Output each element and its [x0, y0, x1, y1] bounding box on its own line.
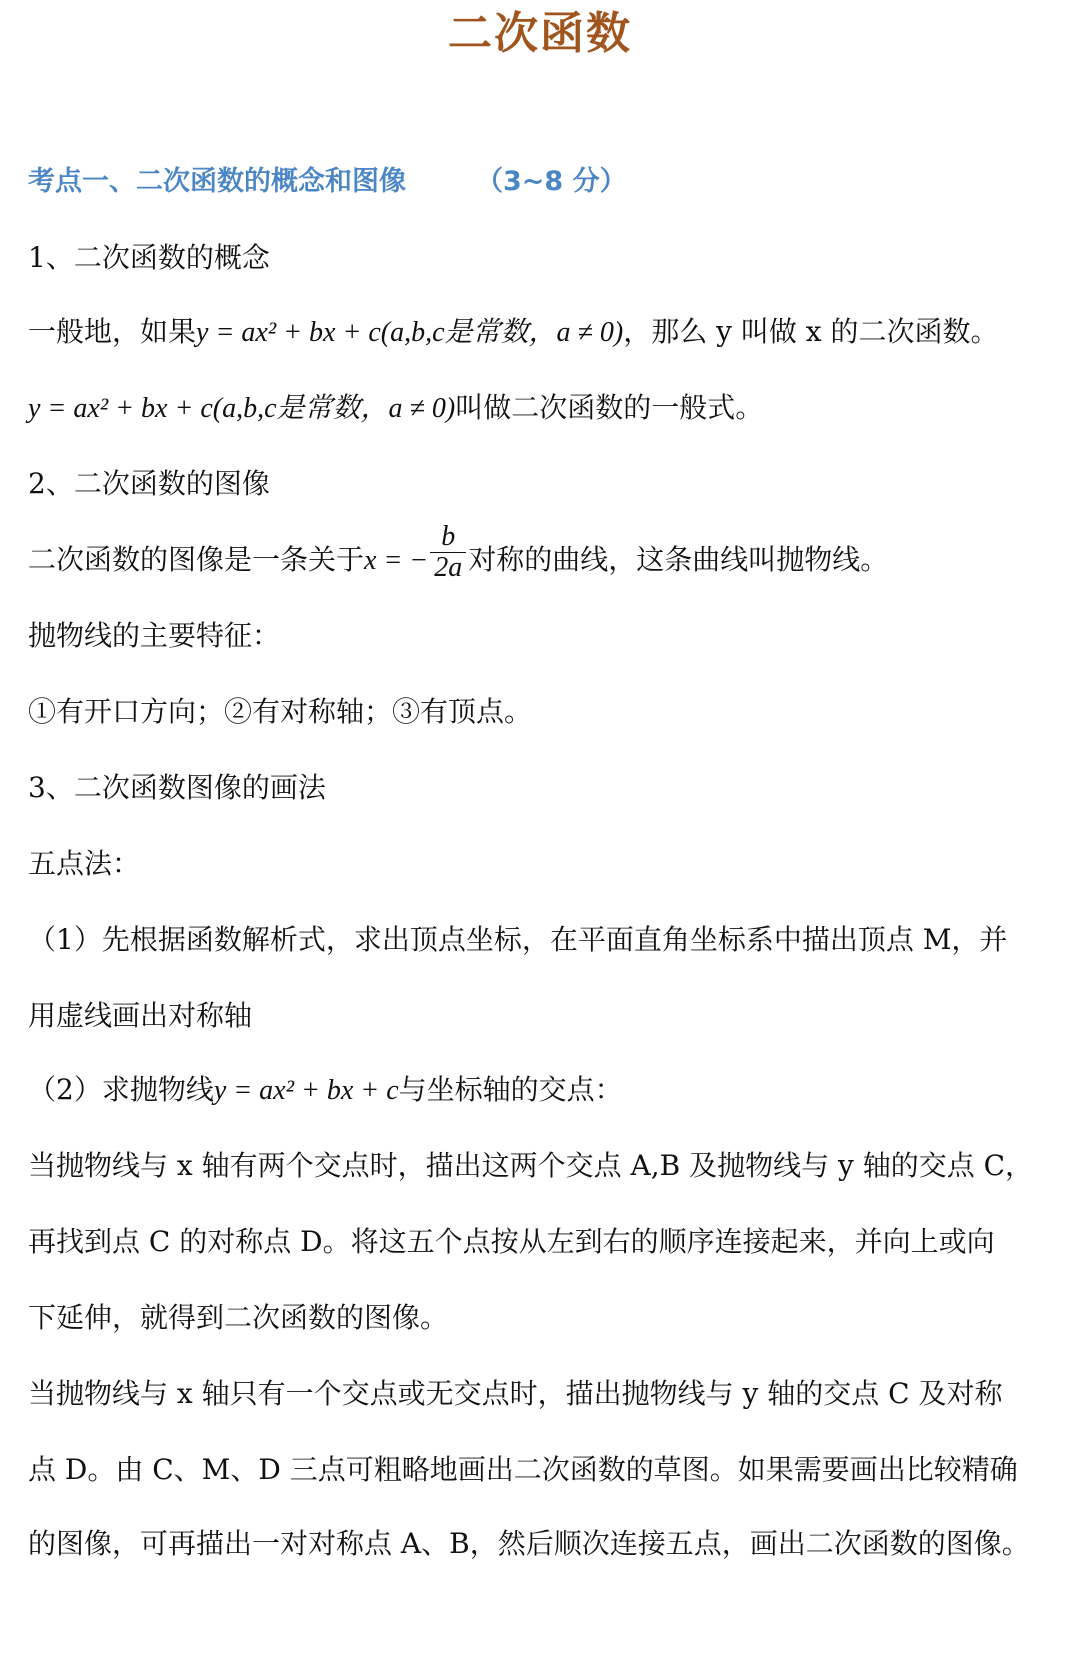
- step2-formula: y = ax² + bx + c: [213, 1075, 399, 1106]
- graph-heading: 2、二次函数的图像: [28, 467, 270, 500]
- fraction-numerator: b: [430, 522, 466, 553]
- def-prefix: 一般地，如果: [28, 315, 197, 348]
- fraction-denominator: 2a: [434, 552, 463, 583]
- step2-suffix: 与坐标轴的交点：: [398, 1073, 623, 1106]
- para2-line2: 点 D。由 C、M、D 三点可粗略地画出二次函数的草图。如果需要画出比较精确: [28, 1453, 1018, 1486]
- general-form: [28, 388, 1052, 429]
- para1-line1: 当抛物线与 x 轴有两个交点时，描出这两个交点 A,B 及抛物线与 y 轴的交点 C，: [28, 1149, 1034, 1182]
- para2-line1: 当抛物线与 x 轴只有一个交点或无交点时，描出抛物线与 y 轴的交点 C 及对称: [28, 1377, 1003, 1410]
- para1-line3: 下延伸，就得到二次函数的图像。: [28, 1301, 449, 1334]
- step1-line1: （1）先根据函数解析式，求出顶点坐标，在平面直角坐标系中描出顶点 M，并: [28, 923, 1008, 956]
- step2-line: [28, 1070, 1052, 1111]
- drawing-heading: 3、二次函数图像的画法: [28, 771, 326, 804]
- def-suffix: ，那么 y 叫做 x 的二次函数。: [623, 315, 999, 348]
- axis-sentence: [28, 521, 1052, 583]
- def-formula: y = ax² + bx + c(a,b,c是常数，a ≠ 0): [196, 317, 624, 348]
- page-title: 二次函数: [448, 8, 632, 59]
- step1-line2: 用虚线画出对称轴: [28, 999, 253, 1032]
- concept-definition: [28, 312, 1052, 353]
- para1-line2: 再找到点 C 的对称点 D。将这五个点按从左到右的顺序连接起来，并向上或向: [28, 1225, 995, 1258]
- section-heading: [28, 162, 1052, 202]
- general-suffix: 叫做二次函数的一般式。: [455, 391, 764, 424]
- axis-fraction: [430, 522, 466, 583]
- general-formula: y = ax² + bx + c(a,b,c是常数，a ≠ 0): [28, 393, 456, 424]
- features-list: ①有开口方向；②有对称轴；③有顶点。: [28, 695, 533, 728]
- para2-line3: 的图像，可再描出一对对称点 A、B，然后顺次连接五点，画出二次函数的图像。: [28, 1527, 1030, 1560]
- section-score: （3~8 分）: [476, 166, 627, 197]
- section-heading-text: 考点一、二次函数的概念和图像: [28, 166, 406, 197]
- features-title: 抛物线的主要特征：: [28, 619, 281, 652]
- five-point-method: 五点法：: [28, 847, 141, 880]
- axis-lhs: x = −: [364, 545, 429, 576]
- axis-prefix: 二次函数的图像是一条关于: [28, 543, 365, 576]
- step2-prefix: （2）求抛物线: [28, 1073, 214, 1106]
- concept-heading: 1、二次函数的概念: [28, 241, 270, 274]
- axis-suffix: 对称的曲线，这条曲线叫抛物线。: [468, 543, 889, 576]
